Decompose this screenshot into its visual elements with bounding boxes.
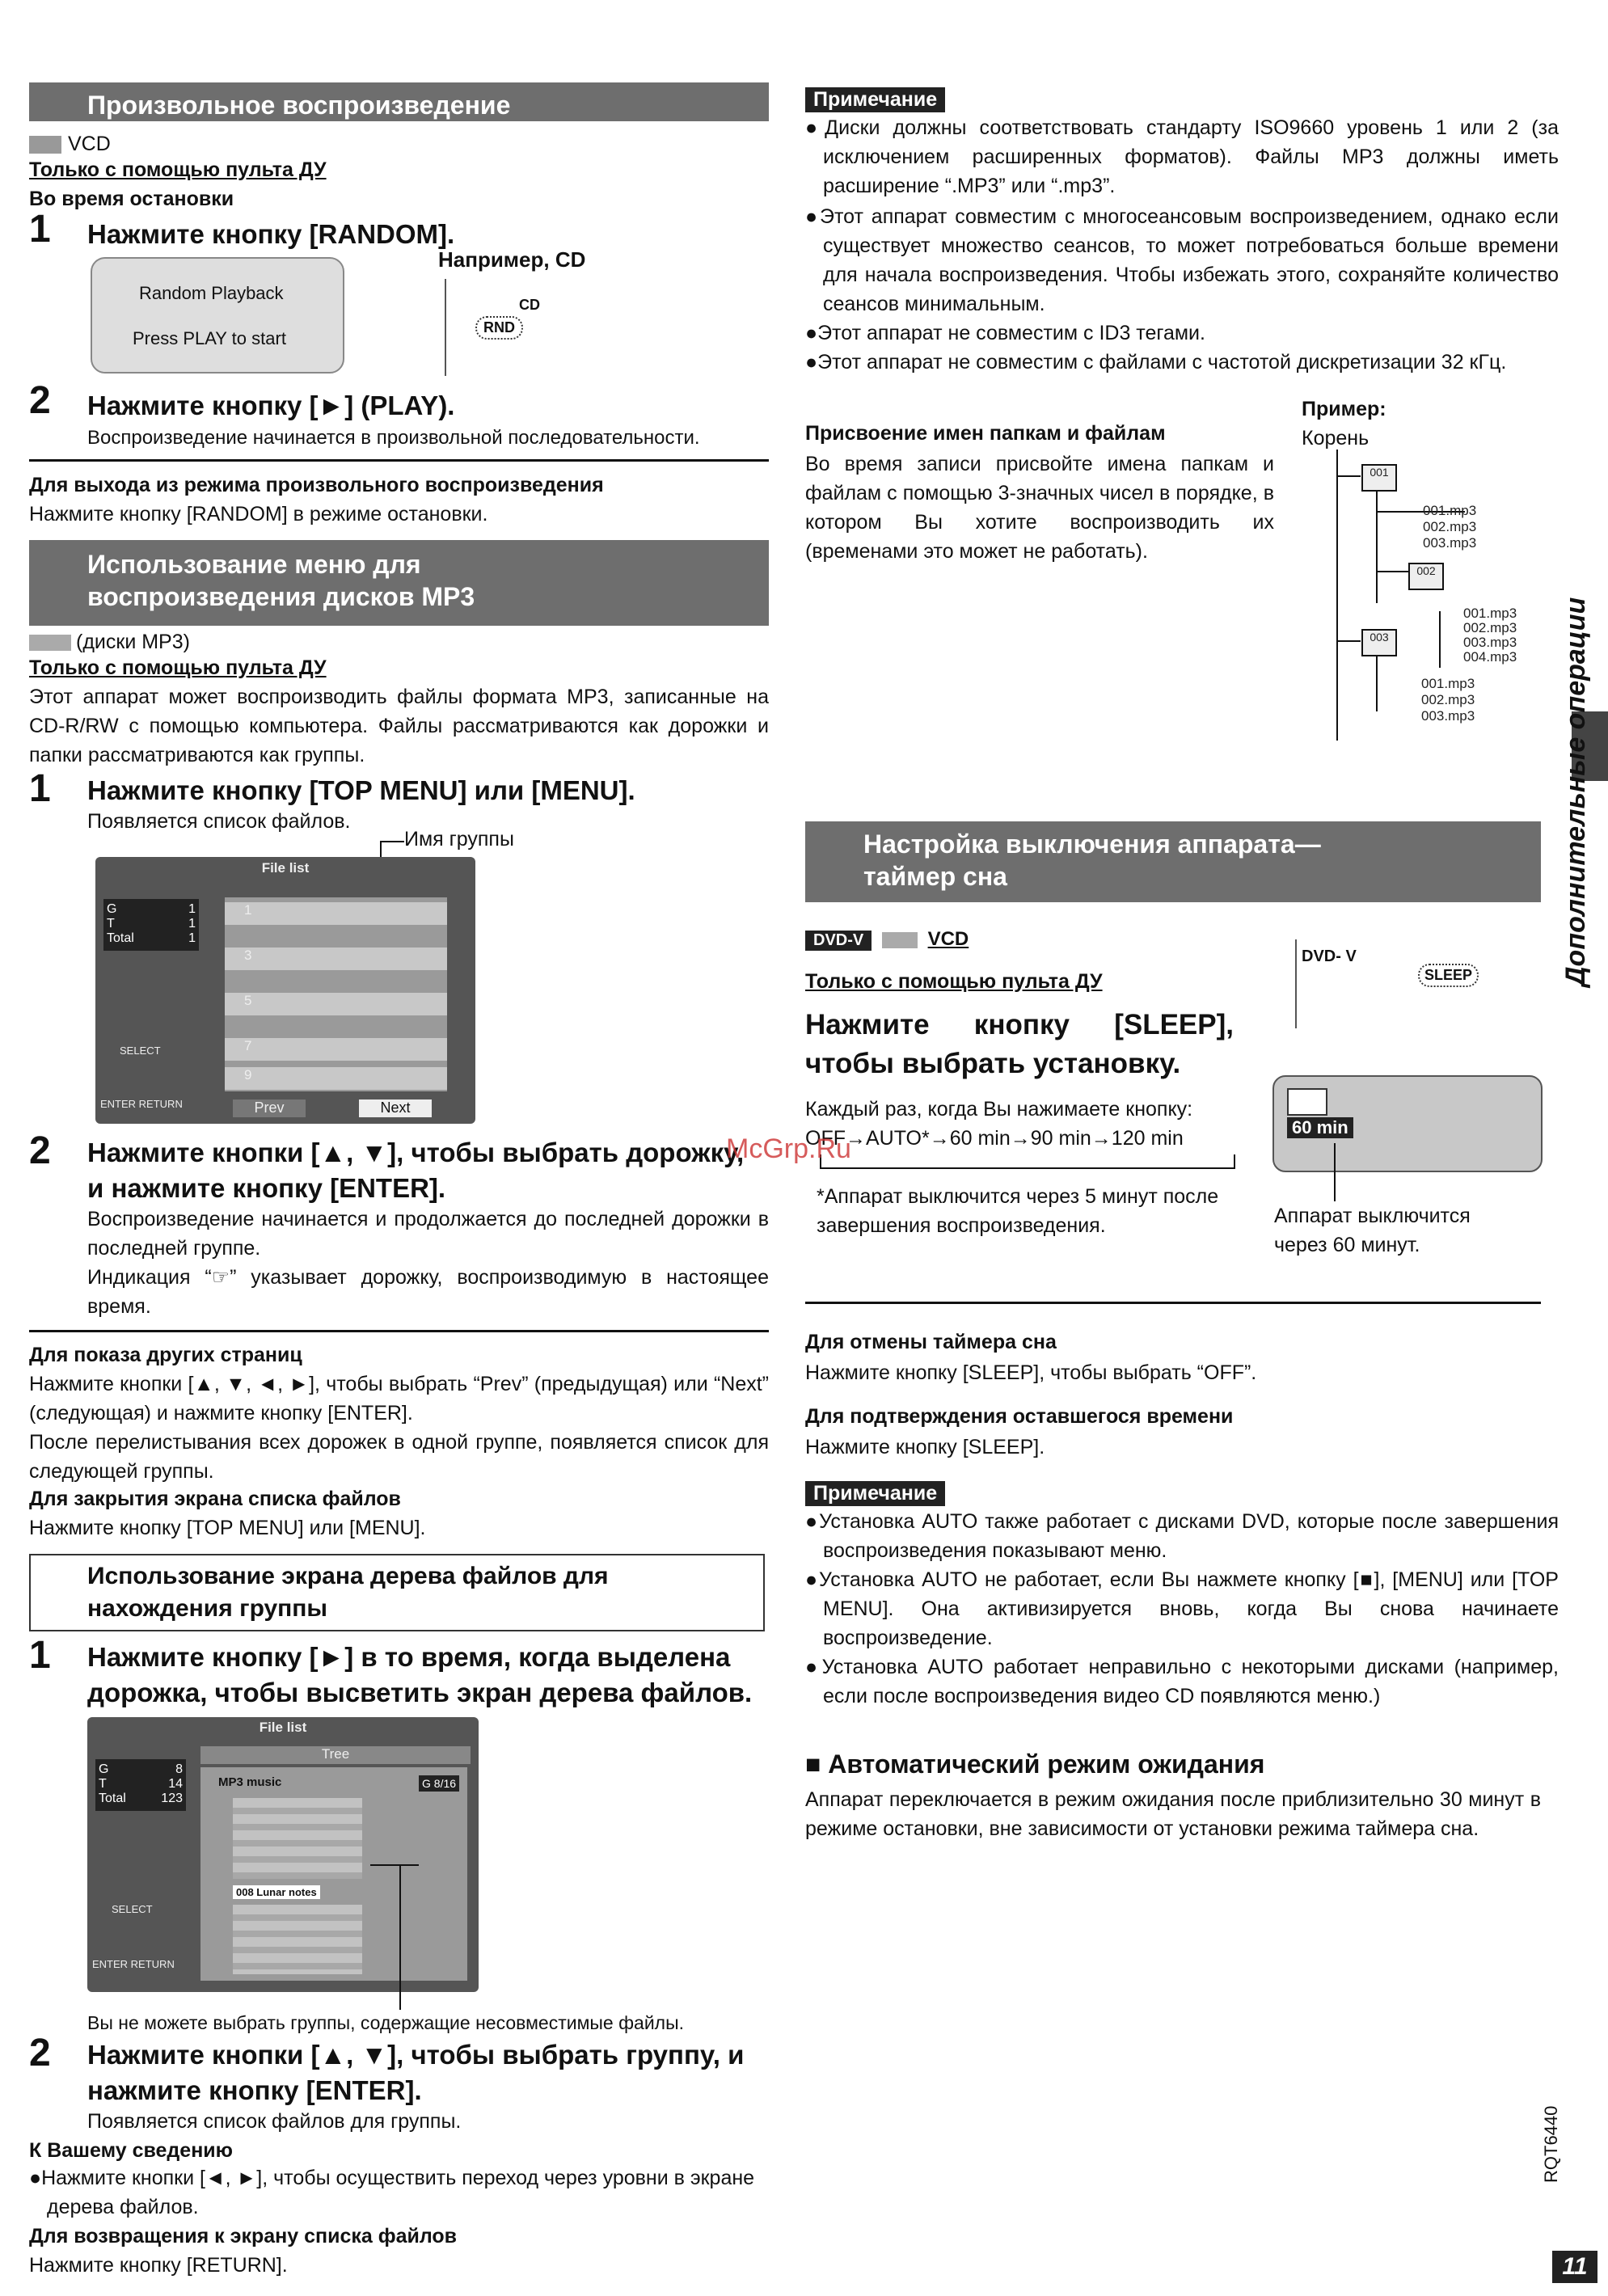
info-heading: К Вашему сведению	[29, 2139, 234, 2162]
screen-title: File list	[261, 860, 310, 876]
step-number: 2	[29, 379, 51, 422]
callout-line	[399, 1864, 401, 2010]
close-heading: Для закрытия экрана списка файлов	[29, 1488, 401, 1510]
list-item[interactable]: 5	[225, 993, 447, 1015]
sleep-icon	[1287, 1088, 1327, 1116]
tree-note: Вы не можете выбрать группы, содержащие несовместимые файлы.	[87, 2012, 685, 2033]
cancel-text: Нажмите кнопку [SLEEP], чтобы выбрать “OFF”.	[805, 1361, 1257, 1384]
group-badge: G 8/16	[419, 1775, 459, 1792]
tree-items	[233, 1798, 362, 1879]
tree-tab: Tree	[200, 1746, 471, 1764]
divider	[29, 459, 769, 462]
tree-area	[200, 1767, 467, 1981]
select-label: SELECT	[112, 1903, 153, 1915]
folder-icon: 001	[1361, 464, 1397, 492]
tree-screen	[87, 1717, 479, 1992]
watermark: McGrp.Ru	[726, 1133, 851, 1164]
file-list-003: 001.mp3 002.mp3 003.mp3	[1421, 676, 1475, 724]
note-tag: Примечание	[805, 87, 945, 112]
note-item: ●Установка AUTO также работает с дисками DVD, которые после завершения воспроизведения показывают меню.	[805, 1510, 1559, 1562]
divider	[29, 1330, 769, 1332]
step-desc: Появляется список файлов.	[87, 810, 351, 833]
page-number: 11	[1552, 2251, 1597, 2283]
next-button[interactable]: Next	[359, 1099, 432, 1117]
during-stop-label: Во время остановки	[29, 188, 234, 210]
enter-return-label: ENTER RETURN	[92, 1958, 175, 1970]
disp-sleep: SLEEP	[1418, 964, 1479, 987]
step-heading: Нажмите кнопку [►] (PLAY).	[87, 390, 455, 420]
list-item[interactable]: 1	[225, 902, 447, 925]
note-item: ●Этот аппарат совместим с многосеансовым воспроизведением, однако если существует множество сеансов, то может потребоваться больше времени для начала воспроизведения. Чтобы избежать этого, сохраняйте количество сеансов минимальным.	[805, 205, 1559, 315]
mp3-music-folder: MP3 music	[218, 1775, 282, 1789]
standby-heading: ■ Автоматический режим ожидания	[805, 1749, 1265, 1779]
example-label: Например, CD	[438, 247, 586, 272]
tree-items	[233, 1905, 362, 1974]
mp3-intro: Этот аппарат может воспроизводить файлы формата MP3, записанные на CD-R/RW с помощью компьютера. Файлы рассматриваются как дорожки и папки рассматриваются как группы.	[29, 686, 769, 766]
callout-line	[380, 841, 404, 842]
step-number: 1	[29, 767, 51, 810]
section-title-sleep: Настройка выключения аппарата— таймер сна	[805, 821, 1541, 902]
file-list-screen	[95, 857, 475, 1124]
callout-line	[370, 1864, 419, 1866]
other-pages-heading: Для показа других страниц	[29, 1344, 302, 1366]
step-heading: Нажмите кнопки [▲, ▼], чтобы выбрать группу, и нажмите кнопку [ENTER].	[87, 2040, 745, 2105]
badges-random: VCD	[29, 129, 111, 158]
list-item[interactable]: 3	[225, 948, 447, 970]
return-text: Нажмите кнопку [RETURN].	[29, 2254, 288, 2277]
remote-only-label: Только с помощью пульта ДУ	[29, 158, 327, 181]
note-item: ●Установка AUTO работает неправильно с некоторыми дисками (например, если после воспроизведения видео CD появляются меню.)	[805, 1656, 1559, 1707]
folder-icon: 003	[1361, 629, 1397, 656]
rnd-display	[445, 279, 592, 376]
random-display-screen	[91, 257, 344, 374]
confirm-heading: Для подтверждения оставшегося времени	[805, 1405, 1234, 1428]
disp-rnd: RND	[475, 316, 523, 340]
sleep-footnote: *Аппарат выключится через 5 минут после завершения воспроизведения.	[817, 1185, 1219, 1237]
step-number: 1	[29, 208, 51, 251]
display-line1: Random Playback	[139, 283, 284, 303]
naming-text: Во время записи присвойте имена папкам и файлам с помощью 3-значных чисел в порядке, в котором Вы хотите воспроизводить их (временами это может не работать).	[805, 453, 1274, 563]
naming-heading: Присвоение имен папкам и файлам	[805, 422, 1166, 445]
folder-icon: 002	[1408, 563, 1444, 590]
other-pages-text: После перелистывания всех дорожек в одной группе, появляется список для следующей группы.	[29, 1431, 769, 1483]
exit-text: Нажмите кнопку [RANDOM] в режиме остановки.	[29, 503, 488, 525]
step-desc: Воспроизведение начинается и продолжается до последней дорожки в последней группе.	[87, 1208, 769, 1260]
step-number: 2	[29, 2032, 51, 2074]
note-item: ●Установка AUTO не работает, если Вы нажмете кнопку [■], [MENU] или [TOP MENU]. Она активизируется вновь, когда Вы снова начинаете воспроизведение.	[805, 1568, 1559, 1649]
display-line2: Press PLAY to start	[133, 328, 286, 348]
step-heading: Нажмите кнопку [TOP MENU] или [MENU].	[87, 775, 635, 805]
list-item[interactable]: 9	[225, 1067, 447, 1090]
side-tab-label: Дополнительные операции	[1560, 597, 1591, 986]
step-desc: Индикация “☞” указывает дорожку, воспроизводимую в настоящее время.	[87, 1266, 769, 1318]
prev-button[interactable]: Prev	[233, 1099, 306, 1117]
sleep-badges: DVD-V VCD	[805, 928, 969, 951]
select-label: SELECT	[120, 1045, 161, 1057]
root-label: Корень	[1302, 427, 1370, 449]
folder-tree	[1334, 449, 1544, 749]
timer-caption: Аппарат выключится через 60 минут.	[1274, 1205, 1471, 1256]
enter-return-label: ENTER RETURN	[100, 1098, 183, 1110]
sleep-sequence: OFF→AUTO*→60 min→90 min→120 min	[805, 1127, 1184, 1150]
section-title-mp3: Использование меню для воспроизведения дисков MP3	[29, 540, 769, 626]
file-rows	[225, 897, 447, 1091]
group-name-label: Имя группы	[404, 828, 514, 850]
highlighted-group[interactable]: 008 Lunar notes	[233, 1885, 320, 1899]
remote-only-label: Только с помощью пульта ДУ	[29, 656, 327, 679]
divider	[805, 1302, 1541, 1304]
close-text: Нажмите кнопку [TOP MENU] или [MENU].	[29, 1517, 426, 1539]
timer-display	[1272, 1075, 1543, 1172]
sleep-bracket	[820, 1154, 1235, 1169]
exit-heading: Для выхода из режима произвольного воспроизведения	[29, 474, 604, 496]
note-item: ●Этот аппарат не совместим с ID3 тегами.	[805, 322, 1205, 344]
model-code: RQT6440	[1541, 2105, 1561, 2183]
standby-text: Аппарат переключается в режим ожидания после приблизительно 30 минут в режиме остановки, вне зависимости от установки режима таймера сна.	[805, 1788, 1541, 1840]
other-pages-text: Нажмите кнопки [▲, ▼, ◄, ►], чтобы выбрать “Prev” (предыдущая) или “Next” (следующая) и нажмите кнопку [ENTER].	[29, 1373, 769, 1424]
disp-cd: CD	[519, 297, 540, 313]
example-label: Пример:	[1302, 398, 1386, 420]
note-tag: Примечание	[805, 1481, 945, 1506]
disp-60min: 60 min	[1287, 1117, 1353, 1138]
each-time-text: Каждый раз, когда Вы нажимаете кнопку:	[805, 1098, 1193, 1121]
info-text: ●Нажмите кнопки [◄, ►], чтобы осуществить переход через уровни в экране дерева файлов.	[29, 2167, 755, 2218]
tree-box: Использование экрана дерева файлов для нахождения группы	[29, 1554, 765, 1631]
section-title-random: Произвольное воспроизведение	[29, 82, 769, 121]
step-number: 1	[29, 1634, 51, 1677]
step-desc: Появляется список файлов для группы.	[87, 2110, 462, 2133]
disp-dvd: DVD- V	[1302, 948, 1357, 965]
note-item: ●Этот аппарат не совместим с файлами с частотой дискретизации 32 кГц.	[805, 351, 1507, 374]
file-list-001: 001.mp3 002.mp3 003.mp3	[1423, 503, 1477, 551]
callout-line	[1334, 1143, 1336, 1201]
step-heading: Нажмите кнопки [▲, ▼], чтобы выбрать дорожку, и нажмите кнопку [ENTER].	[87, 1137, 745, 1203]
info-box: G 8 T 14 Total 123	[95, 1759, 186, 1811]
remote-only-label: Только с помощью пульта ДУ	[805, 970, 1103, 993]
sleep-display	[1295, 939, 1483, 1028]
screen-title: File list	[259, 1720, 307, 1735]
note-item: ●Диски должны соответствовать стандарту ISO9660 уровень 1 или 2 (за исключением расширенных форматов). Файлы MP3 должны иметь расширение “.MP3” или “.mp3”.	[805, 116, 1559, 197]
info-box: G 1 T 1 Total 1	[103, 899, 199, 951]
mp3-discs: (диски MP3)	[29, 627, 190, 656]
step-desc: Воспроизведение начинается в произвольной последовательности.	[87, 427, 700, 449]
confirm-text: Нажмите кнопку [SLEEP].	[805, 1436, 1045, 1458]
cancel-heading: Для отмены таймера сна	[805, 1331, 1057, 1353]
list-item[interactable]: 7	[225, 1038, 447, 1061]
step-heading: Нажмите кнопку [SLEEP], чтобы выбрать установку.	[805, 1009, 1234, 1079]
step-number: 2	[29, 1129, 51, 1172]
step-heading: Нажмите кнопку [►] в то время, когда выделена дорожка, чтобы высветить экран дерева файлов.	[87, 1642, 753, 1707]
file-list-002: 001.mp3 002.mp3 003.mp3 004.mp3	[1463, 606, 1517, 665]
return-heading: Для возвращения к экрану списка файлов	[29, 2225, 458, 2247]
step-heading: Нажмите кнопку [RANDOM].	[87, 219, 455, 249]
